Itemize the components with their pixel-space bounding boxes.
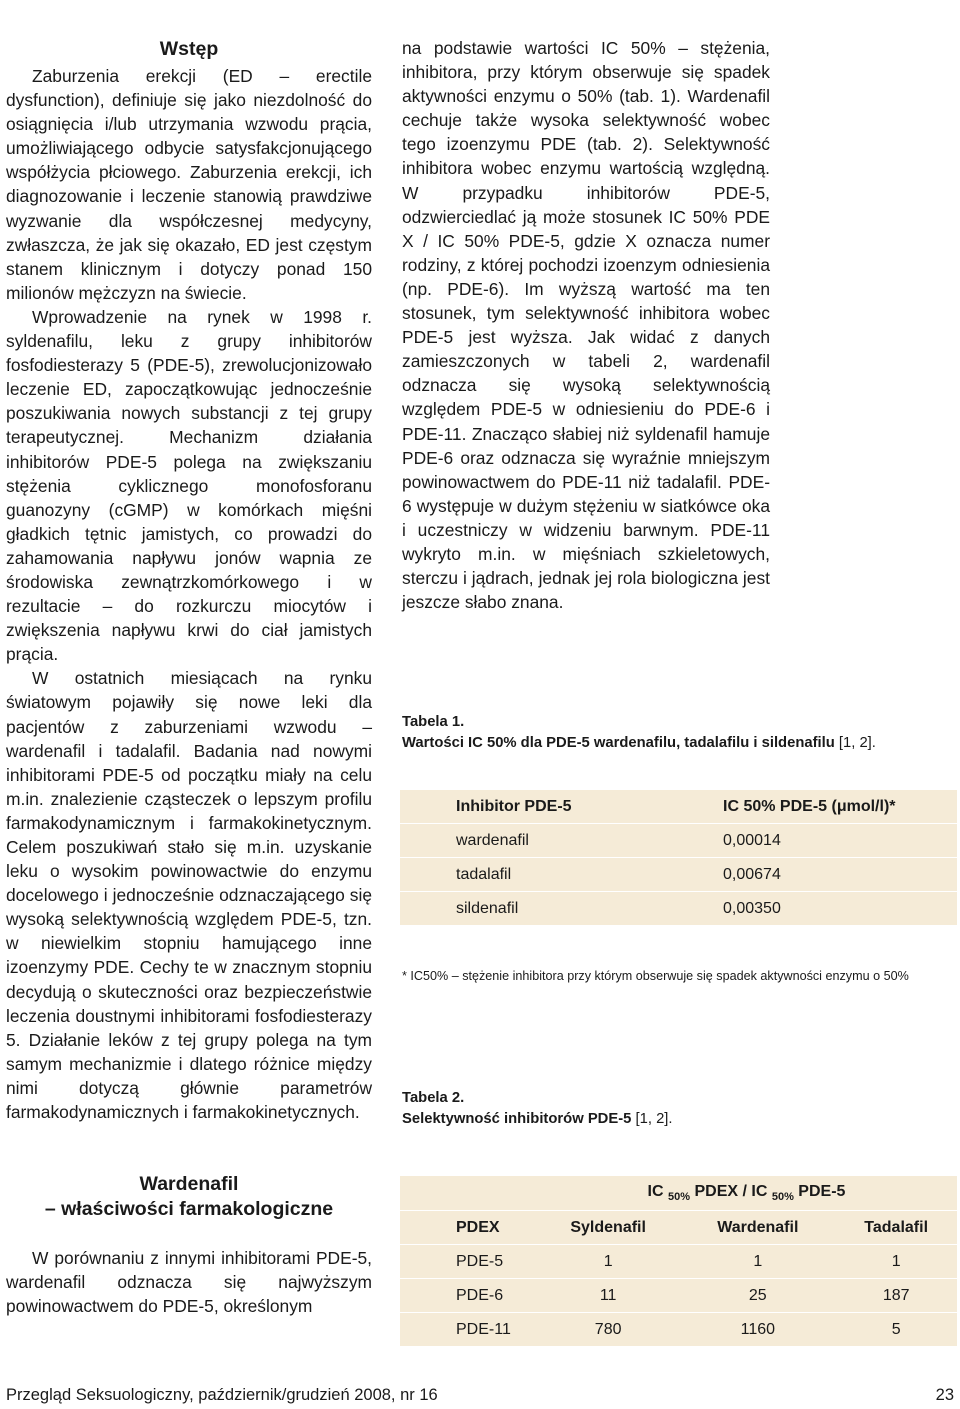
table2-cell: 11 — [536, 1279, 680, 1313]
table2-header-row — [400, 1211, 957, 1245]
table-row — [400, 858, 957, 892]
table2 — [400, 1176, 957, 1347]
table2-super-header — [536, 1176, 957, 1211]
page-number: 23 — [935, 1386, 954, 1404]
table2-cell: 780 — [536, 1313, 680, 1347]
left-column — [6, 36, 372, 1318]
table1-label: Tabela 1. — [402, 714, 465, 730]
table1-cell: 0,00014 — [666, 824, 957, 858]
table2-cell: 1160 — [680, 1313, 835, 1347]
table2-header-cell: PDEX — [400, 1211, 536, 1245]
table2-title: Selektywność inhibitorów PDE-5 — [402, 1111, 632, 1127]
table2-cell: 1 — [680, 1245, 835, 1279]
table2-label: Tabela 2. — [402, 1090, 465, 1106]
super-header-sub: 50% — [771, 1191, 794, 1204]
table2-caption — [402, 1088, 957, 1130]
table2-super-header-row — [400, 1176, 957, 1211]
table1-caption — [402, 712, 957, 754]
intro-paragraph-2: Wprowadzenie na rynek w 1998 r. syldenafilu, leku z grupy inhibitorów fosfodiesterazy 5 (PDE-5), zrewolucjonizowało leczenie ED, zapoczątkowując jednocześnie poszukiwania nowych substancji z tej grupy terapeutycznej. Mechanizm działania inhibitorów PDE-5 polega na zwiększaniu stężenia cyklicznego monofosforanu guanozyny (cGMP) w komórkach mięśni gładkich tętnic jamistych, co prowadzi do zahamowania napływu jonów wapnia ze środowiska zewnątrzkomórkowego i w rezultacie – do rozkurczu miocytów i zwiększenia napływu krwi do ciał jamistych prącia. — [6, 306, 372, 665]
table2-cell: 5 — [835, 1313, 957, 1347]
table2-cell: 187 — [835, 1279, 957, 1313]
super-header-part: IC — [647, 1182, 668, 1200]
page-footer — [6, 1386, 954, 1408]
super-header-part: PDEX / IC — [690, 1182, 772, 1200]
table1 — [400, 790, 957, 926]
table-row — [400, 1279, 957, 1313]
table2-header-cell: Wardenafil — [680, 1211, 835, 1245]
table2-cell: PDE-11 — [400, 1313, 536, 1347]
section-heading-line1: Wardenafil — [139, 1173, 239, 1196]
table1-ref: [1, 2]. — [834, 735, 876, 751]
table2-header-cell: Tadalafil — [835, 1211, 957, 1245]
right-column — [402, 36, 770, 614]
super-header-sub: 50% — [668, 1191, 691, 1204]
section-heading-line2: – właściwości farmakologiczne — [44, 1198, 334, 1221]
table1-header-cell: Inhibitor PDE-5 — [400, 790, 666, 824]
section-heading-intro: Wstęp — [159, 38, 219, 60]
table2-cell: 25 — [680, 1279, 835, 1313]
table1-cell: sildenafil — [400, 892, 666, 926]
super-header-part: PDE-5 — [793, 1182, 846, 1200]
table2-cell: 1 — [835, 1245, 957, 1279]
table1-cell: 0,00674 — [666, 858, 957, 892]
section-heading-wardenafil — [6, 1172, 372, 1222]
table-row — [400, 1245, 957, 1279]
intro-paragraph-1: Zaburzenia erekcji (ED – erectile dysfunction), definiuje się jako niezdolność do osiągnięcia i/lub utrzymania wzwodu prącia, umożliwiającego odbycie satysfakcjonującego współżycia płciowego. Zaburzenia erekcji, ich diagnozowanie i leczenie stanowią prawdziwe wyzwanie dla współczesnej medycyny, zwłaszcza, że jak się okazało, ED jest częstym stanem klinicznym i dotyczy ponad 150 milionów mężczyzn na świecie. — [6, 66, 372, 303]
table-row — [400, 1313, 957, 1347]
table2-cell: PDE-6 — [400, 1279, 536, 1313]
table1-header-row — [400, 790, 957, 824]
table1-footnote: * IC50% – stężenie inhibitora przy którym obserwuje się spadek aktywności enzymu o 50% — [402, 969, 909, 983]
table2-cell: PDE-5 — [400, 1245, 536, 1279]
table2-ref: [1, 2]. — [631, 1111, 673, 1127]
continued-paragraph: na podstawie wartości IC 50% – stężenia, inhibitora, przy którym obserwuje się spadek aktywności enzymu o 50% (tab. 1). Wardenafil cechuje także wysoka selektywność wobec tego izoenzymu PDE (tab. 2). Selektywność inhibitora wobec enzymu wartością względną. W przypadku inhibitorów PDE-5, odzwierciedlać ją może stosunek IC 50% PDE X / IC 50% PDE-5, gdzie X oznacza numer rodziny, z której pochodzi izoenzym odniesienia (np. PDE-6). Im wyższą wartość ma ten stosunek, tym selektywność inhibitora wobec PDE-5 jest wyższa. Jak widać z danych zamieszczonych w tabeli 2, wardenafil odznacza się wysoką selektywnością względem PDE-5 w odniesieniu do PDE-6 i PDE-11. Znacząco słabiej niż syldenafil hamuje PDE-6 oraz odznacza się wyraźnie mniejszym powinowactwem do PDE-11 niż tadalafil. PDE-6 występuje w dużym stężeniu w siatkówce oka i uczestniczy w widzeniu barwnym. PDE-11 wykryto m.in. w mięśniach szkieletowych, sterczu i jądrach, jednak jej rola biologiczna jest jeszcze słabo znana. — [402, 38, 770, 613]
table2-cell: 1 — [536, 1245, 680, 1279]
intro-paragraph-3: W ostatnich miesiącach na rynku światowym pojawiły się nowe leki dla pacjentów z zaburzeniami wzwodu – wardenafil i tadalafil. Badania nad nowymi inhibitorami PDE-5 od początku miały na celu m.in. znalezienie cząsteczek o lepszym profilu farmakodynamicznym i farmakokinetycznym. Celem poszukiwań stało się m.in. uzyskanie leku o wysokim powinowactwie do enzymu docelowego i jednocześnie odznaczającego się wysoką selektywnością względem PDE-5, tzn. w niewielkim stopniu hamującego inne izoenzymy PDE. Cechy te w znacznym stopniu decydują o skuteczności oraz bezpieczeństwie leczenia doustnymi inhibitorami fosfodiesterazy 5. Działanie leków z tej grupy polega na tym samym mechanizmie i dlatego różnice między nimi dotyczą głównie parametrów farmakodynamicznych i farmakokinetycznych. — [6, 668, 372, 1123]
table1-cell: wardenafil — [400, 824, 666, 858]
table-row — [400, 892, 957, 926]
table1-title: Wartości IC 50% dla PDE-5 wardenafilu, tadalafilu i sildenafilu — [402, 735, 835, 751]
table2-header-cell: Syldenafil — [536, 1211, 680, 1245]
table1-cell: 0,00350 — [666, 892, 957, 926]
journal-name: Przegląd Seksuologiczny, październik/grudzień 2008, nr 16 — [6, 1386, 438, 1404]
wardenafil-paragraph: W porównaniu z innymi inhibitorami PDE-5, wardenafil odznacza się najwyższym powinowactwem do PDE-5, określonym — [6, 1248, 372, 1317]
table-row — [400, 824, 957, 858]
table1-header-cell: IC 50% PDE-5 (μmol/l)* — [666, 790, 957, 824]
table1-cell: tadalafil — [400, 858, 666, 892]
